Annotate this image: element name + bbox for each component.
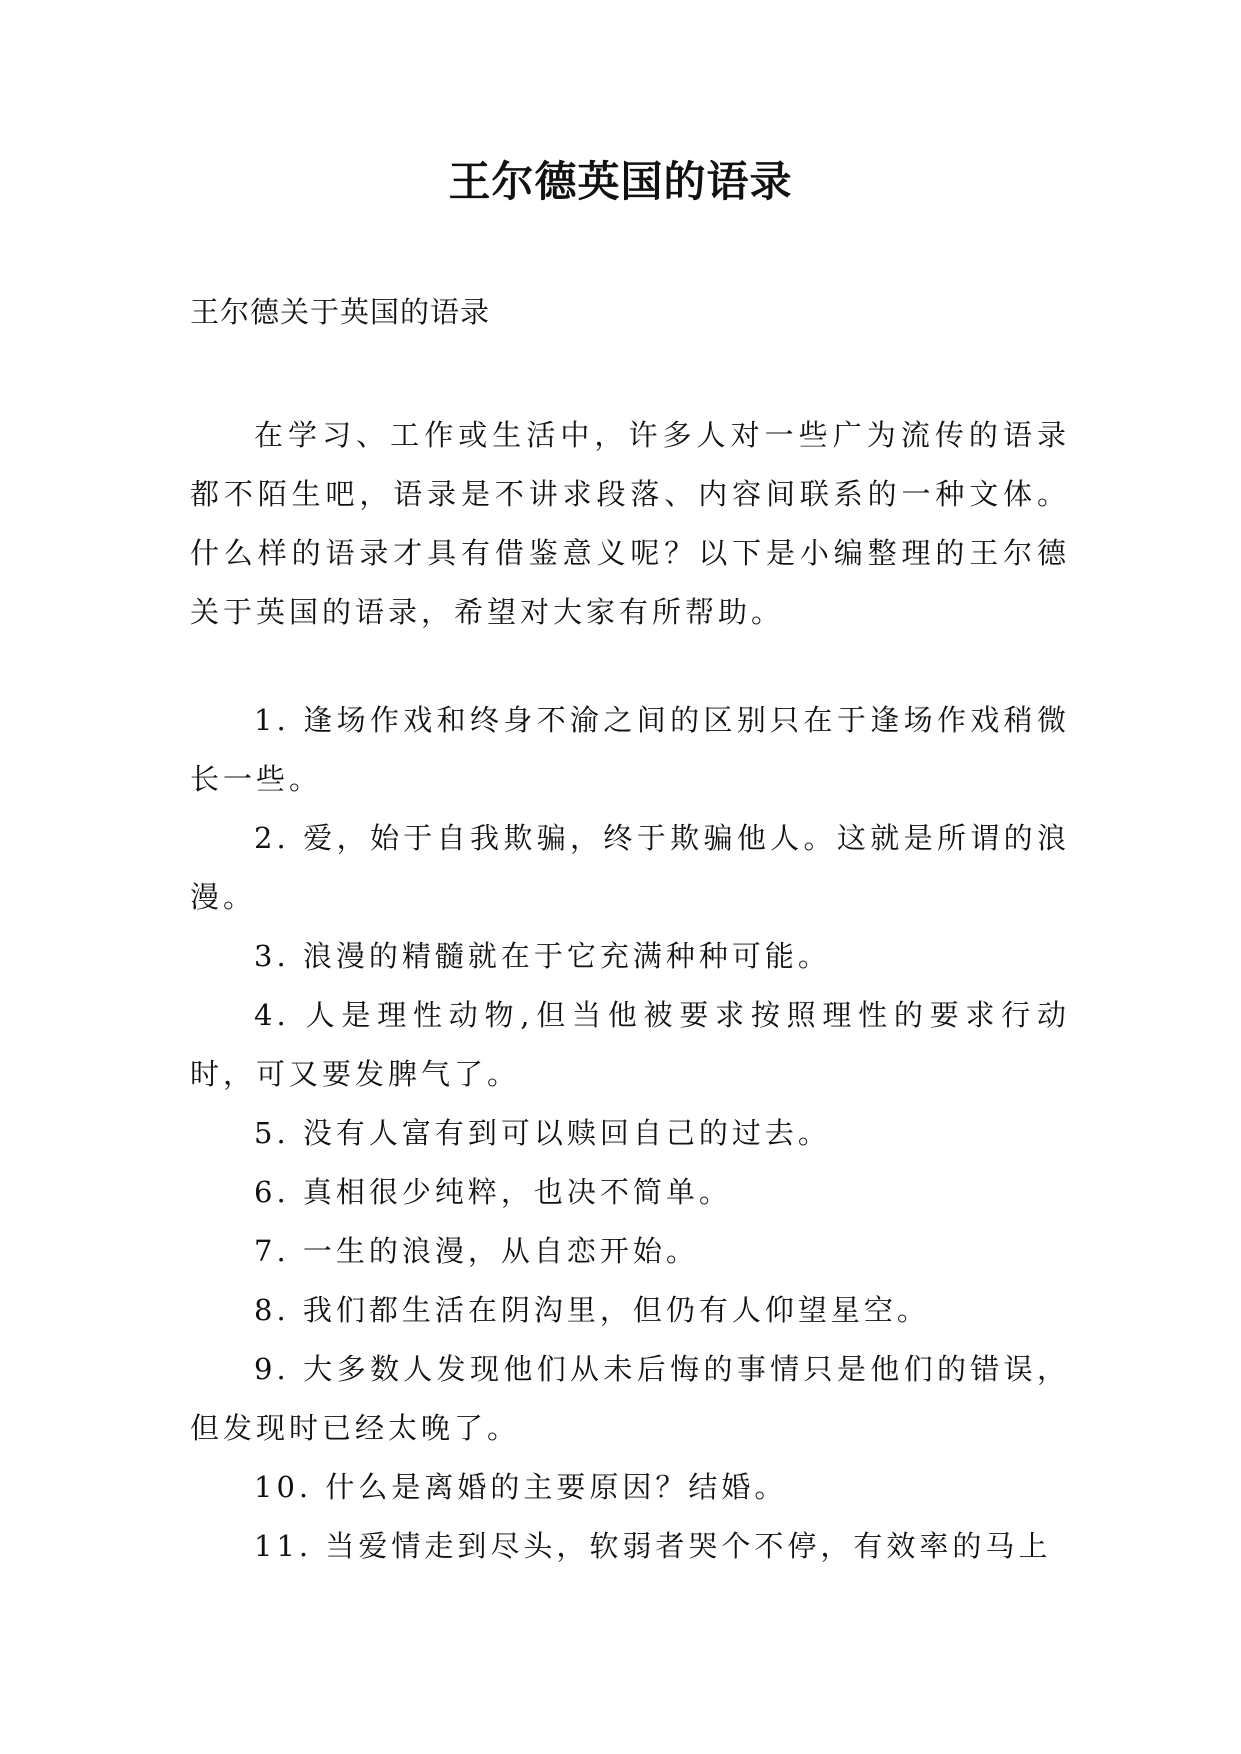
document-subtitle: 王尔德关于英国的语录 (190, 295, 491, 329)
quote-item: 8. 我们都生活在阴沟里，但仍有人仰望星空。 (254, 1293, 930, 1327)
quote-item: 5. 没有人富有到可以赎回自己的过去。 (254, 1116, 831, 1150)
quote-item: 4. 人是理性动物,但当他被要求按照理性的要求行动时，可又要发脾气了。 (190, 998, 1070, 1091)
intro-paragraph: 在学习、工作或生活中，许多人对一些广为流传的语录都不陌生吧，语录是不讲求段落、内容间联系的一种文体。什么样的语录才具有借鉴意义呢？以下是小编整理的王尔德关于英国的语录，希望对大家有所帮助。 (190, 418, 1070, 629)
quote-item: 2. 爱，始于自我欺骗，终于欺骗他人。这就是所谓的浪漫。 (190, 821, 1070, 914)
quote-item: 10. 什么是离婚的主要原因？结婚。 (254, 1470, 788, 1504)
quote-item: 9. 大多数人发现他们从未后悔的事情只是他们的错误，但发现时已经太晚了。 (190, 1352, 1070, 1445)
quote-item: 1. 逢场作戏和终身不渝之间的区别只在于逢场作戏稍微长一些。 (190, 703, 1070, 796)
quote-item: 3. 浪漫的精髓就在于它充满种种可能。 (254, 939, 831, 973)
document-title: 王尔德英国的语录 (448, 157, 793, 206)
quote-item: 6. 真相很少纯粹，也决不简单。 (254, 1175, 732, 1209)
intro-section (190, 406, 1070, 642)
quote-item: 7. 一生的浪漫，从自恋开始。 (254, 1234, 699, 1268)
quote-item: 11. 当爱情走到尽头，软弱者哭个不停，有效率的马上 (254, 1529, 1052, 1563)
quotes-list (190, 691, 1070, 1576)
